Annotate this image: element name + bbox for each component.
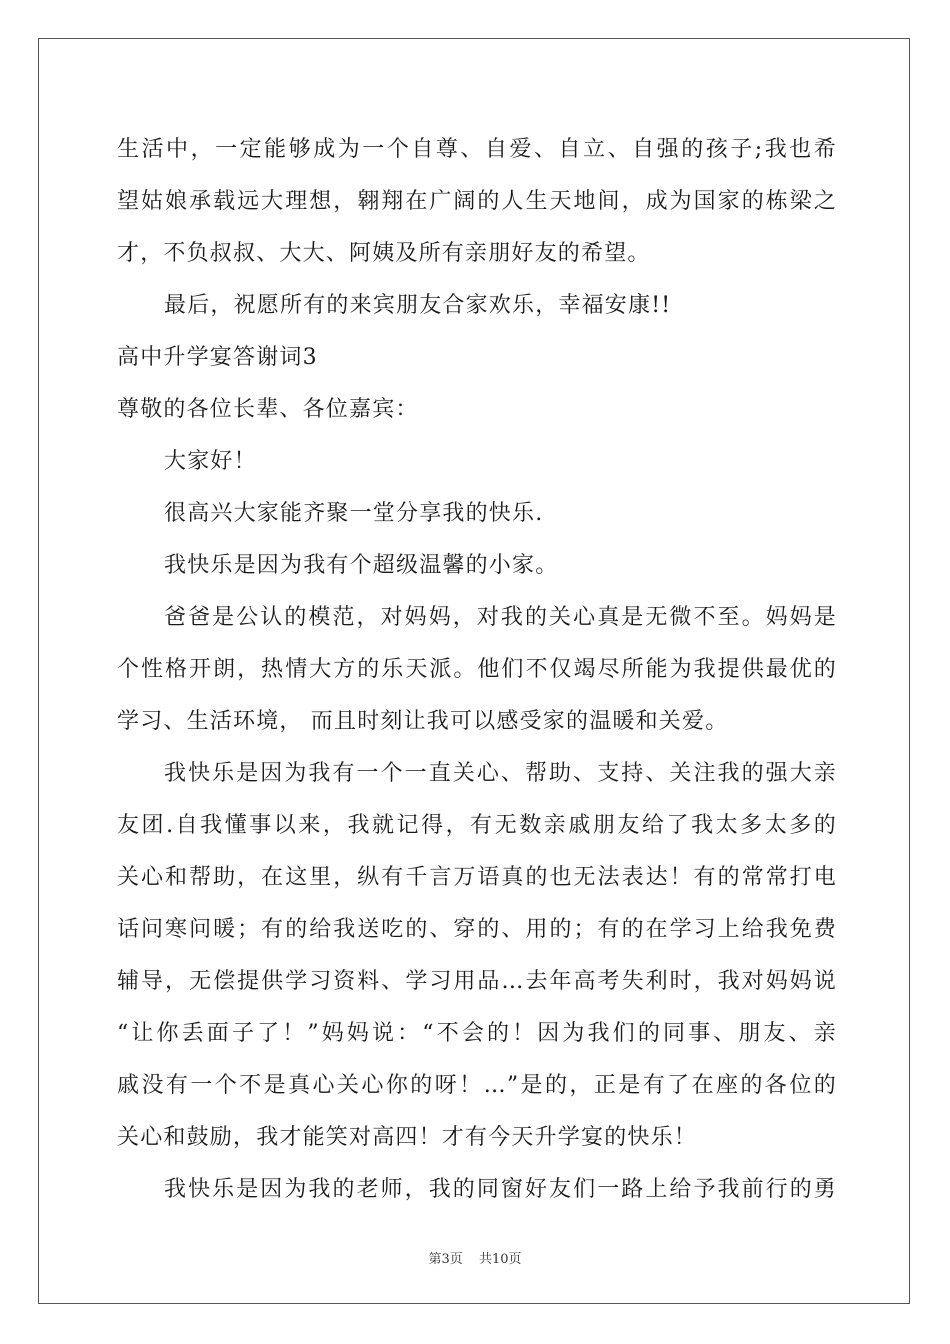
page-footer xyxy=(0,1248,950,1267)
text-line: 最后，祝愿所有的来宾朋友合家欢乐，幸福安康!! xyxy=(164,293,672,318)
text-line: 个性格开朗，热情大方的乐天派。他们不仅竭尽所能为我提供最优的 xyxy=(117,657,837,682)
page-number: 第3页 xyxy=(428,1252,463,1267)
text-line: 大家好！ xyxy=(164,449,257,474)
text-line: 辅导，无偿提供学习资料、学习用品…去年高考失利时，我对妈妈说 xyxy=(117,969,837,994)
text-line: 关心和鼓励，我才能笑对高四！才有今天升学宴的快乐！ xyxy=(117,1125,698,1150)
text-line: 爸爸是公认的模范，对妈妈，对我的关心真是无微不至。妈妈是 xyxy=(164,605,837,630)
text-line: 很高兴大家能齐聚一堂分享我的快乐. xyxy=(164,501,544,526)
page-total: 共10页 xyxy=(478,1252,522,1267)
text-line: 望姑娘承载远大理想，翱翔在广阔的人生天地间，成为国家的栋梁之 xyxy=(117,189,837,214)
text-line: 戚没有一个不是真心关心你的呀！…”是的，正是有了在座的各位的 xyxy=(117,1073,837,1098)
text-line: 尊敬的各位长辈、各位嘉宾： xyxy=(117,397,419,422)
text-line: 生活中，一定能够成为一个自尊、自爱、自立、自强的孩子;我也希 xyxy=(117,137,837,162)
text-line: 学习、生活环境， 而且时刻让我可以感受家的温暖和关爱。 xyxy=(117,709,729,734)
text-line: 话问寒问暖；有的给我送吃的、穿的、用的；有的在学习上给我免费 xyxy=(117,917,837,942)
text-line: 我快乐是因为我有个超级温馨的小家。 xyxy=(164,553,559,578)
text-line: 高中升学宴答谢词3 xyxy=(117,345,318,370)
text-line: 友团.自我懂事以来，我就记得，有无数亲戚朋友给了我太多太多的 xyxy=(117,813,837,838)
text-line: 我快乐是因为我有一个一直关心、帮助、支持、关注我的强大亲 xyxy=(164,761,837,786)
document-body xyxy=(117,124,837,1216)
text-line: 才，不负叔叔、大大、阿姨及所有亲朋好友的希望。 xyxy=(117,241,651,266)
text-line: 关心和帮助，在这里，纵有千言万语真的也无法表达！有的常常打电 xyxy=(117,865,837,890)
text-line: 我快乐是因为我的老师，我的同窗好友们一路上给予我前行的勇 xyxy=(164,1177,837,1202)
text-line: “让你丢面子了！”妈妈说：“不会的！因为我们的同事、朋友、亲 xyxy=(117,1021,837,1046)
